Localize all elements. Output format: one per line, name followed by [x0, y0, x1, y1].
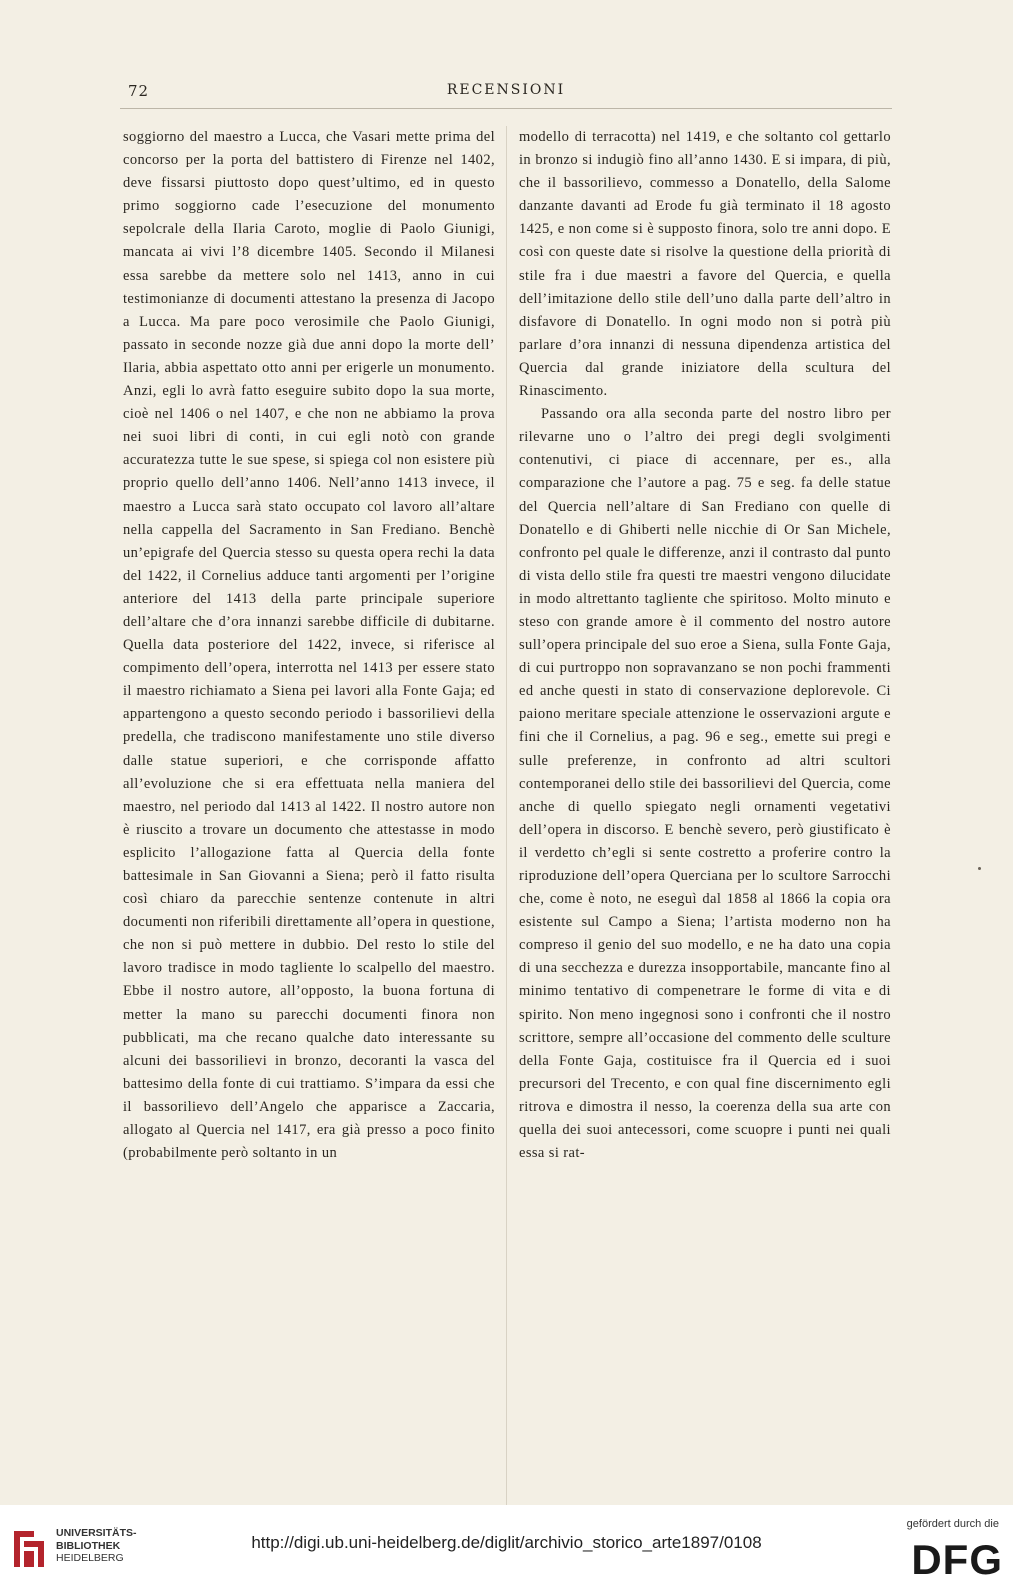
page-number: 72 [128, 82, 150, 100]
right-paragraph-1: modello di terracotta) nel 1419, e che soltanto col gettarlo in bronzo si indugiò fino all’anno 1430. E si impara, di più, che il bassorilievo, commesso a Donatello, della Salome danzante davanti ad Erode fu già terminato il 18 agosto 1425, e non come si è supposto finora, solo tre anni dopo. E così con queste date si risolve la questione della priorità di stile fra i due maestri a favore del Quercia, e quella dell’imitazione dello stile dell’uno dalla parte dell’altro in disfavore di Donatello. In ogni modo non si potrà più parlare d’ora innanzi di nessuna dipendenza artistica del Quercia dal grande iniziatore della scultura del Rinascimento. [519, 129, 891, 400]
library-name-line-1: UNIVERSITÄTS- [56, 1527, 137, 1539]
header-rule [120, 108, 892, 109]
running-title: RECENSIONI [446, 82, 566, 98]
left-paragraph-1: soggiorno del maestro a Lucca, che Vasari mette prima del concorso per la porta del battistero di Firenze nel 1402, deve fissarsi piuttosto dopo quest’ultimo, ed in questo primo soggiorno cade l’esecuzione del monumento sepolcrale della Ilaria Caroto, moglie di Paolo Giunigi, mancata ai vivi l’8 dicembre 1405. Secondo il Milanesi essa sarebbe da mettere solo nel 1413, anno in cui testimonianze di documenti attestano la presenza di Jacopo a Lucca. Ma pare poco verosimile che Paolo Giunigi, passato in seconde nozze già due anni dopo la morte dell’ Ilaria, abbia aspettato otto anni per erigerle un monumento. Anzi, egli lo avrà fatto eseguire subito dopo la sua morte, cioè nel 1406 o nel 1407, e che non ne abbiamo la prova nei suoi libri di conti, in cui egli notò con grande accuratezza tutte le sue spese, si spiega col non esistere più proprio quello dell’anno 1406. Nell’anno 1413 invece, il maestro a Lucca sarà stato occupato col lavoro all’altare nella cappella del Sacramento in San Frediano. Benchè un’epigrafe del Quercia stesso su questa opera rechi la data del 1422, il Cornelius adduce tanti argomenti per l’origine anteriore del 1413 della parte principale superiore dell’altare che d’ora innanzi sarebbe difficile di dubitarne. Quella data posteriore del 1422, invece, si riferisce al compimento dell’opera, interrotta nel 1413 per essere stato il maestro richiamato a Siena pei lavori alla Fonte Gaja; ed appartengono a questo secondo periodo i bassorilievi della predella, che tradiscono manifestamente uno stile diverso dalle statue superiori, e che corrisponde affatto all’evoluzione che si era effettuata nella maniera del maestro, nel periodo dal 1413 al 1422. Il nostro autore non è riuscito a trovare un documento che attestasse in modo esplicito l’allogazione fatta al Quercia della fonte battesimale in San Giovanni a Siena; però il fatto risulta così chiaro da parecchie sentenze contenute in altri documenti non riferibili direttamente all’opera in questione, che non si può mettere in dubbio. Del resto lo stile del lavoro tradisce in modo tagliente lo scalpello del maestro. Ebbe il nostro autore, all’opposto, la buona fortuna di metter la mano su parecchi documenti finora non pubblicati, ma che recano qualche dato interessante su alcuni dei bassorilievi in bronzo, decoranti la vasca del battesimo della fonte di cui trattiamo. S’impara da essi che il bassorilievo dell’Angelo che apparisce a Zaccaria, allogato al Quercia nel 1417, era già presso a poco finito (probabilmente però soltanto in un [123, 129, 495, 1162]
scan-speck [978, 867, 981, 870]
left-column [123, 126, 495, 1165]
right-paragraph-2: Passando ora alla seconda parte del nostro libro per rilevarne uno o l’altro dei pregi degli svolgimenti contenutivi, ci piace di accennare, per es., alla comparazione che l’autore a pag. 75 e seg. fa delle statue del Quercia nell’altare di San Frediano con quelle di Donatello e di Ghiberti nelle nicchie di Or San Michele, confronto pel quale le differenze, anzi il contrasto dal punto di vista dello stile fra questi tre maestri vengono dilucidate in modo altrettanto tagliente che spiritoso. Molto minuto e steso con grande amore è il commento del nostro autore sull’opera principale del suo eroe a Siena, sulla Fonte Gaja, di cui purtroppo non sopravanzano se non pochi frammenti ed anche questi in stato di conservazione deplorevole. Ci paiono meritare speciale attenzione le osservazioni argute e fini che il Cornelius, a pag. 96 e seg., emette sui pregi e sulle preferenze, in confronto ad altri scultori contemporanei dello stile dei bassorilievi del Quercia, come anche di quello spiegato negli ornamenti vegetativi dell’opera in discorso. E benchè severo, però giustificato è il verdetto ch’egli si sente costretto a proferire contro la riproduzione dell’opera Querciana per lo scultore Sarrocchi che, come è noto, ne eseguì dal 1858 al 1866 la copia ora esistente sul Campo a Siena; l’artista moderno non ha compreso il genio del suo modello, e ne ha dato una copia di una secchezza e durezza insopportabile, mancante fino al minimo tentativo di compenetrare le forme di vita e di spirito. Non meno ingegnosi sono i confronti che il nostro scrittore, sempre all’occasione del commento delle sculture della Fonte Gaja, costituisce fra il Quercia ed i suoi precursori del Trecento, e con qual fine discernimento egli ritrova e dimostra il nesso, la coerenza della sua arte con quella dei suoi antecessori, come scuopre i punti nei quali essa si rat- [519, 406, 891, 1162]
library-name-line-2: BIBLIOTHEK [56, 1539, 121, 1552]
library-name-line-3: HEIDELBERG [56, 1552, 124, 1564]
page-header [120, 82, 892, 104]
funded-by-label: gefördert durch die [906, 1518, 999, 1530]
digitization-footer [0, 1505, 1013, 1591]
column-divider [506, 126, 507, 1506]
dfg-logo: DFG [911, 1536, 1003, 1583]
permalink-url[interactable]: http://digi.ub.uni-heidelberg.de/diglit/archivio_storico_arte1897/0108 [251, 1533, 762, 1552]
right-column [519, 126, 891, 1165]
